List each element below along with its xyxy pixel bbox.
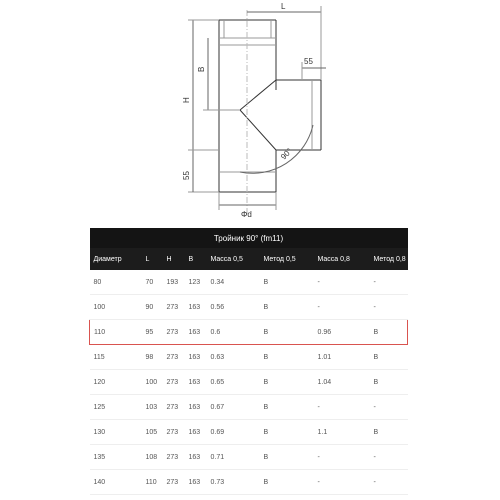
table-row <box>90 445 408 470</box>
table-row <box>90 370 408 395</box>
cell-method-05: B <box>260 270 314 295</box>
cell-mass-08: 1.04 <box>314 370 370 395</box>
cell-h: 273 <box>163 295 185 320</box>
cell-h: 273 <box>163 345 185 370</box>
cell-diameter: 100 <box>90 295 142 320</box>
cell-method-08: - <box>370 470 408 495</box>
col-header-h: H <box>163 248 185 270</box>
cell-h: 193 <box>163 270 185 295</box>
cell-mass-08: 1.1 <box>314 420 370 445</box>
cell-mass-05: 0.63 <box>207 345 260 370</box>
cell-h: 273 <box>163 445 185 470</box>
cell-l: 70 <box>142 270 163 295</box>
table-row <box>90 295 408 320</box>
cell-l: 95 <box>142 320 163 345</box>
table-row <box>90 320 408 345</box>
table-row <box>90 395 408 420</box>
cell-b: 123 <box>185 270 207 295</box>
cell-method-08: B <box>370 370 408 395</box>
table-title-row <box>90 228 408 248</box>
table-row <box>90 470 408 495</box>
cell-method-08: B <box>370 420 408 445</box>
b-label: B <box>197 66 206 72</box>
cell-b: 163 <box>185 320 207 345</box>
cell-l: 103 <box>142 395 163 420</box>
cell-diameter: 140 <box>90 470 142 495</box>
cell-method-08: - <box>370 295 408 320</box>
cell-mass-05: 0.67 <box>207 395 260 420</box>
cell-mass-05: 0.69 <box>207 420 260 445</box>
cell-mass-08: - <box>314 395 370 420</box>
cell-method-08: B <box>370 345 408 370</box>
cell-h: 273 <box>163 470 185 495</box>
cell-mass-08: - <box>314 470 370 495</box>
cell-method-05: B <box>260 370 314 395</box>
cell-method-05: B <box>260 470 314 495</box>
bottom-55-label: 55 <box>182 171 191 180</box>
cell-mass-08: - <box>314 295 370 320</box>
cell-method-08: - <box>370 395 408 420</box>
cell-mass-08: - <box>314 445 370 470</box>
cell-mass-05: 0.73 <box>207 470 260 495</box>
cell-diameter: 80 <box>90 270 142 295</box>
cell-method-05: B <box>260 420 314 445</box>
cell-b: 163 <box>185 420 207 445</box>
cell-method-05: B <box>260 345 314 370</box>
cell-l: 90 <box>142 295 163 320</box>
table-header-row <box>90 248 408 270</box>
side-55-label: 55 <box>304 57 313 66</box>
cell-mass-08: 1.01 <box>314 345 370 370</box>
cell-b: 163 <box>185 445 207 470</box>
cell-diameter: 125 <box>90 395 142 420</box>
branch-intersection <box>240 80 276 110</box>
cell-l: 105 <box>142 420 163 445</box>
cell-h: 273 <box>163 395 185 420</box>
branch-intersection-lower <box>240 110 276 150</box>
cell-method-08: - <box>370 445 408 470</box>
cell-l: 108 <box>142 445 163 470</box>
cell-l: 98 <box>142 345 163 370</box>
cell-mass-05: 0.56 <box>207 295 260 320</box>
cell-b: 163 <box>185 295 207 320</box>
table-row <box>90 345 408 370</box>
cell-diameter: 120 <box>90 370 142 395</box>
diameter-label: Φd <box>241 210 252 219</box>
table-row <box>90 270 408 295</box>
cell-b: 163 <box>185 395 207 420</box>
table-title: Тройник 90° (fm11) <box>90 228 408 248</box>
cell-h: 273 <box>163 420 185 445</box>
cell-mass-05: 0.6 <box>207 320 260 345</box>
cell-h: 273 <box>163 370 185 395</box>
cell-b: 163 <box>185 470 207 495</box>
cell-l: 110 <box>142 470 163 495</box>
table-row <box>90 420 408 445</box>
cell-mass-05: 0.71 <box>207 445 260 470</box>
col-header-mass-08: Масса 0,8 <box>314 248 370 270</box>
col-header-diameter: Диаметр <box>90 248 142 270</box>
cell-mass-08: 0.96 <box>314 320 370 345</box>
spec-table <box>89 228 408 495</box>
l-label: L <box>281 2 286 11</box>
cell-b: 163 <box>185 345 207 370</box>
cell-method-05: B <box>260 445 314 470</box>
cell-h: 273 <box>163 320 185 345</box>
cell-b: 163 <box>185 370 207 395</box>
cell-mass-05: 0.34 <box>207 270 260 295</box>
cell-method-08: - <box>370 270 408 295</box>
cell-diameter: 135 <box>90 445 142 470</box>
cell-mass-05: 0.65 <box>207 370 260 395</box>
cell-l: 100 <box>142 370 163 395</box>
cell-diameter: 110 <box>90 320 142 345</box>
cell-method-05: B <box>260 395 314 420</box>
col-header-l: L <box>142 248 163 270</box>
cell-mass-08: - <box>314 270 370 295</box>
col-header-b: B <box>185 248 207 270</box>
col-header-mass-05: Масса 0,5 <box>207 248 260 270</box>
cell-method-05: B <box>260 320 314 345</box>
spec-table-body <box>90 228 408 495</box>
col-header-method-05: Метод 0,5 <box>260 248 314 270</box>
cell-method-05: B <box>260 295 314 320</box>
cell-method-08: B <box>370 320 408 345</box>
tee-technical-drawing <box>0 0 500 230</box>
cell-diameter: 115 <box>90 345 142 370</box>
h-label: H <box>182 97 191 103</box>
angle-label: 90° <box>279 146 294 162</box>
cell-diameter: 130 <box>90 420 142 445</box>
col-header-method-08: Метод 0,8 <box>370 248 408 270</box>
